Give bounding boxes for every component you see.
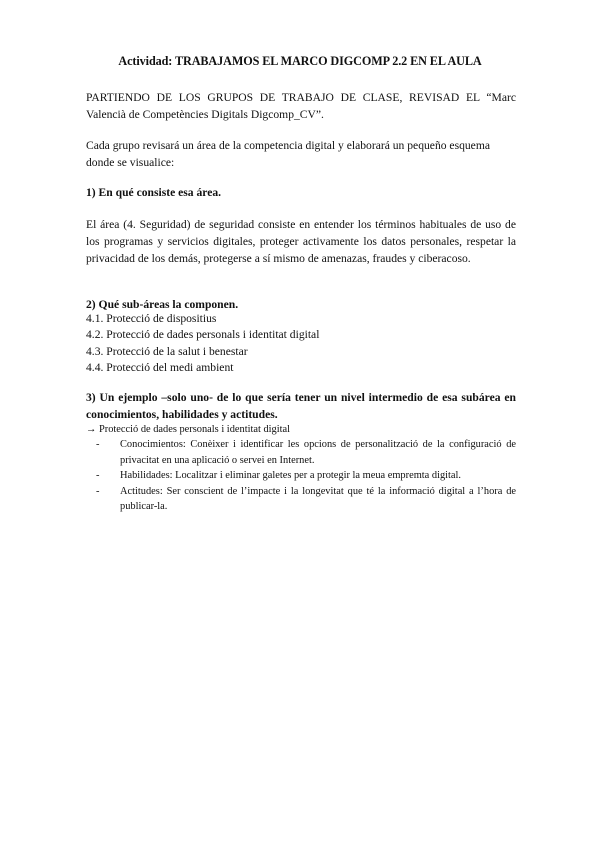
section-1-heading: 1) En qué consiste esa área.: [86, 186, 222, 199]
bullet-marker: -: [96, 485, 100, 497]
subarea-list: [86, 311, 516, 376]
bullet-text: Habilidades: Localitzar i eliminar galetes per a protegir la meua empremta digital.: [120, 470, 462, 481]
document-title: Actividad: TRABAJAMOS EL MARCO DIGCOMP 2.2 EN EL AULA: [118, 54, 482, 68]
subarea-selected: → Protecció de dades personals i identitat digital: [86, 424, 291, 435]
list-item: 4.2. Protecció de dades personals i identitat digital: [86, 328, 320, 342]
bullet-marker: -: [96, 470, 100, 481]
list-item: [96, 484, 516, 515]
example-bullet-list: [96, 437, 516, 515]
intro-paragraph: PARTIENDO DE LOS GRUPOS DE TRABAJO DE CLASE, REVISAD EL “Marc Valencià de Competències Digitals Digcomp_CV”.: [86, 91, 516, 121]
bullet-text: Actitudes: Ser conscient de l’impacte i la longevitat que té la informació digital a l’hora de publicar-la.: [120, 485, 516, 512]
instructions-paragraph: Cada grupo revisará un área de la competencia digital y elaborará un pequeño esquema donde se visualice:: [86, 139, 490, 169]
list-item: [96, 437, 516, 468]
list-item: 4.3. Protecció de la salut i benestar: [86, 344, 248, 358]
bullet-marker: -: [96, 439, 100, 450]
section-1-text: El área (4. Seguridad) de seguridad consiste en entender los términos habituales de uso de los programas y servicios digitales, proteger activamente los datos personales, respetar la privacidad de los demás, protegerse a sí mismo de amenazas, fraudes y ciberacoso.: [86, 218, 516, 265]
section-2-heading: 2) Qué sub-áreas la componen.: [86, 298, 239, 311]
bullet-text: Conocimientos: Conèixer i identificar les opcions de personalització de la configuració de privacitat en una aplicació o servei en Internet.: [120, 439, 516, 466]
section-3-heading: 3) Un ejemplo –solo uno- de lo que sería tener un nivel intermedio de esa subárea en conocimientos, habilidades y actitudes.: [86, 391, 516, 421]
list-item: 4.1. Protecció de dispositius: [86, 312, 217, 325]
list-item: 4.4. Protecció del medi ambient: [86, 360, 234, 374]
list-item: [96, 468, 516, 484]
